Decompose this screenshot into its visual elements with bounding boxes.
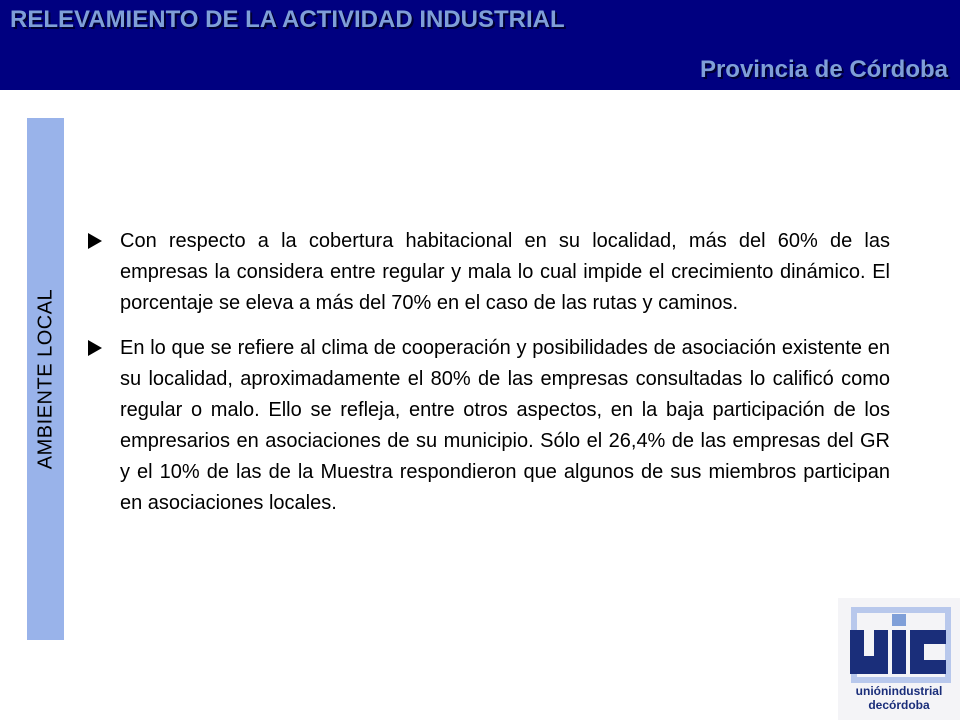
- page-subtitle: Provincia de Córdoba: [699, 56, 948, 83]
- uic-logo: [838, 598, 960, 720]
- bullet-text: Con respecto a la cobertura habitacional en su localidad, más del 60% de las empresas la considera entre regular y mala lo cual impide el crecimiento dinámico. El porcentaje se eleva a más del 70% en el caso de las rutas y caminos.: [120, 230, 890, 314]
- logo-text-line1: uniónindustrial: [855, 684, 943, 698]
- bullet-text: En lo que se refiere al clima de cooperación y posibilidades de asociación existente en su localidad, aproximadamente el 80% de las empresas consultadas lo calificó como regular o malo. Ello se refleja, entre otros aspectos, en la baja participación de los empresarios en asociaciones de su municipio. Sólo el 26,4% de las empresas del GR y el 10% de las de la Muestra respondieron que algunos de sus miembros participan en asociaciones locales.: [120, 337, 890, 514]
- uic-logo-mark: [838, 598, 960, 684]
- bullet-item: [88, 226, 890, 319]
- page-title: RELEVAMIENTO DE LA ACTIVIDAD INDUSTRIAL: [10, 6, 565, 33]
- arrow-bullet-icon: [88, 340, 102, 356]
- section-sidebar: [27, 118, 64, 640]
- header-bar: [0, 0, 960, 90]
- bullet-list: [88, 226, 890, 533]
- arrow-bullet-icon: [88, 233, 102, 249]
- logo-text-line2: decórdoba: [868, 698, 930, 712]
- section-label: AMBIENTE LOCAL: [34, 288, 56, 470]
- bullet-item: [88, 333, 890, 519]
